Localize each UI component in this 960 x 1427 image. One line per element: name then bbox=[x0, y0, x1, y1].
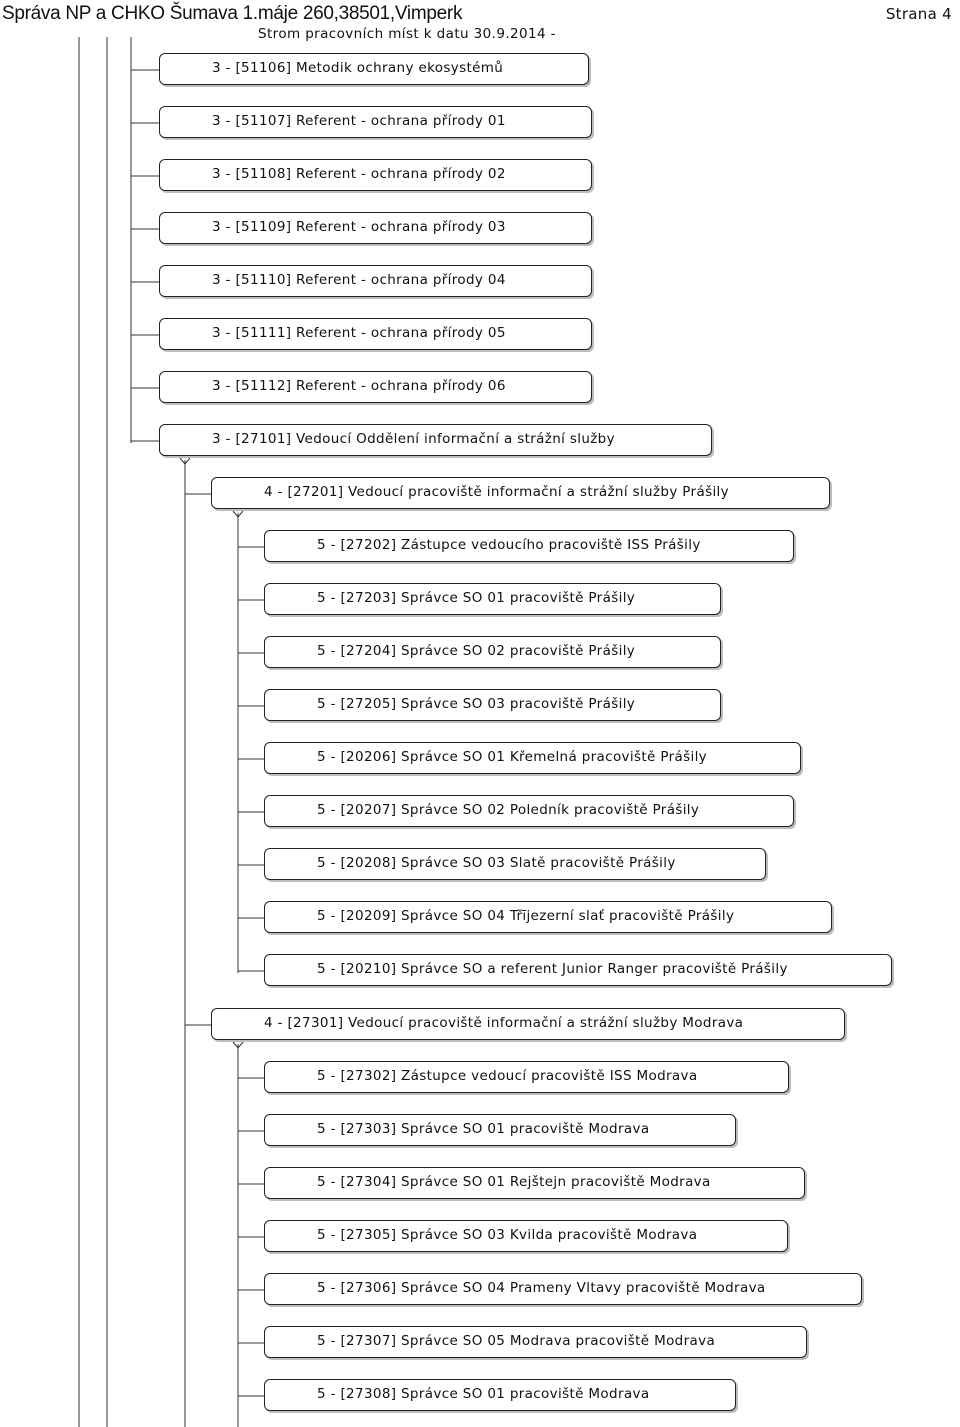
tree-node[interactable] bbox=[159, 212, 592, 244]
node-label: 4 - [27301] Vedoucí pracoviště informační a strážní služby Modrava bbox=[264, 1015, 744, 1031]
node-label: 3 - [51107] Referent - ochrana přírody 01 bbox=[212, 113, 506, 129]
tree-node[interactable] bbox=[264, 1379, 736, 1411]
tree-node[interactable] bbox=[264, 636, 721, 668]
tree-node[interactable] bbox=[264, 1220, 788, 1252]
tree-node[interactable] bbox=[159, 53, 589, 85]
node-label: 5 - [20209] Správce SO 04 Třījezerní slať pracoviště Prášily bbox=[317, 908, 735, 924]
node-label: 5 - [20208] Správce SO 03 Slatě pracoviště Prášily bbox=[317, 855, 676, 871]
tree-node[interactable] bbox=[211, 477, 830, 509]
node-label: 3 - [51106] Metodik ochrany ekosystémů bbox=[212, 60, 504, 76]
node-label: 5 - [27205] Správce SO 03 pracoviště Prášily bbox=[317, 696, 636, 712]
tree-node[interactable] bbox=[264, 848, 766, 880]
tree-node[interactable] bbox=[264, 1326, 807, 1358]
node-label: 5 - [20206] Správce SO 01 Křemelná pracoviště Prášily bbox=[317, 749, 708, 765]
node-label: 5 - [27204] Správce SO 02 pracoviště Prášily bbox=[317, 643, 636, 659]
tree-node[interactable] bbox=[264, 901, 832, 933]
tree-node[interactable] bbox=[211, 1008, 845, 1040]
node-label: 3 - [27101] Vedoucí Oddělení informační a strážní služby bbox=[212, 431, 615, 447]
node-label: 5 - [27307] Správce SO 05 Modrava pracoviště Modrava bbox=[317, 1333, 716, 1349]
node-label: 5 - [27302] Zástupce vedoucí pracoviště ISS Modrava bbox=[317, 1068, 698, 1084]
node-label: 5 - [27303] Správce SO 01 pracoviště Modrava bbox=[317, 1121, 650, 1137]
tree-node[interactable] bbox=[264, 795, 794, 827]
node-label: 3 - [51112] Referent - ochrana přírody 06 bbox=[212, 378, 506, 394]
node-label: 5 - [27306] Správce SO 04 Prameny Vltavy pracoviště Modrava bbox=[317, 1280, 766, 1296]
tree-node[interactable] bbox=[264, 1061, 789, 1093]
tree-node[interactable] bbox=[264, 583, 721, 615]
tree-node[interactable] bbox=[264, 954, 892, 986]
node-label: 5 - [27304] Správce SO 01 Rejštejn pracoviště Modrava bbox=[317, 1174, 711, 1190]
tree-node[interactable] bbox=[159, 318, 592, 350]
tree-node[interactable] bbox=[264, 1114, 736, 1146]
node-label: 5 - [27308] Správce SO 01 pracoviště Modrava bbox=[317, 1386, 650, 1402]
node-label: 3 - [51110] Referent - ochrana přírody 04 bbox=[212, 272, 506, 288]
node-label: 4 - [27201] Vedoucí pracoviště informační a strážní služby Prášily bbox=[264, 484, 729, 500]
node-label: 3 - [51109] Referent - ochrana přírody 03 bbox=[212, 219, 506, 235]
tree-node[interactable] bbox=[159, 265, 592, 297]
tree-node[interactable] bbox=[159, 159, 592, 191]
node-label: 5 - [27203] Správce SO 01 pracoviště Prášily bbox=[317, 590, 636, 606]
tree-node[interactable] bbox=[159, 424, 712, 456]
node-label: 5 - [20207] Správce SO 02 Poledník pracoviště Prášily bbox=[317, 802, 700, 818]
node-label: 3 - [51108] Referent - ochrana přírody 02 bbox=[212, 166, 506, 182]
tree-node[interactable] bbox=[264, 689, 721, 721]
node-label: 5 - [27305] Správce SO 03 Kvilda pracoviště Modrava bbox=[317, 1227, 698, 1243]
tree-node[interactable] bbox=[264, 742, 801, 774]
organization-title: Správa NP a CHKO Šumava 1.máje 260,38501,Vimperk bbox=[2, 3, 463, 24]
page-number: Strana 4 bbox=[885, 5, 952, 23]
tree-node[interactable] bbox=[264, 530, 794, 562]
report-subtitle: Strom pracovních míst k datu 30.9.2014 - bbox=[258, 26, 556, 42]
node-label: 5 - [27202] Zástupce vedoucího pracoviště ISS Prášily bbox=[317, 537, 701, 553]
node-label: 3 - [51111] Referent - ochrana přírody 05 bbox=[212, 325, 506, 341]
tree-node[interactable] bbox=[264, 1167, 805, 1199]
tree-node[interactable] bbox=[264, 1273, 862, 1305]
tree-node[interactable] bbox=[159, 106, 592, 138]
node-label: 5 - [20210] Správce SO a referent Junior Ranger pracoviště Prášily bbox=[317, 961, 788, 977]
tree-node[interactable] bbox=[159, 371, 592, 403]
